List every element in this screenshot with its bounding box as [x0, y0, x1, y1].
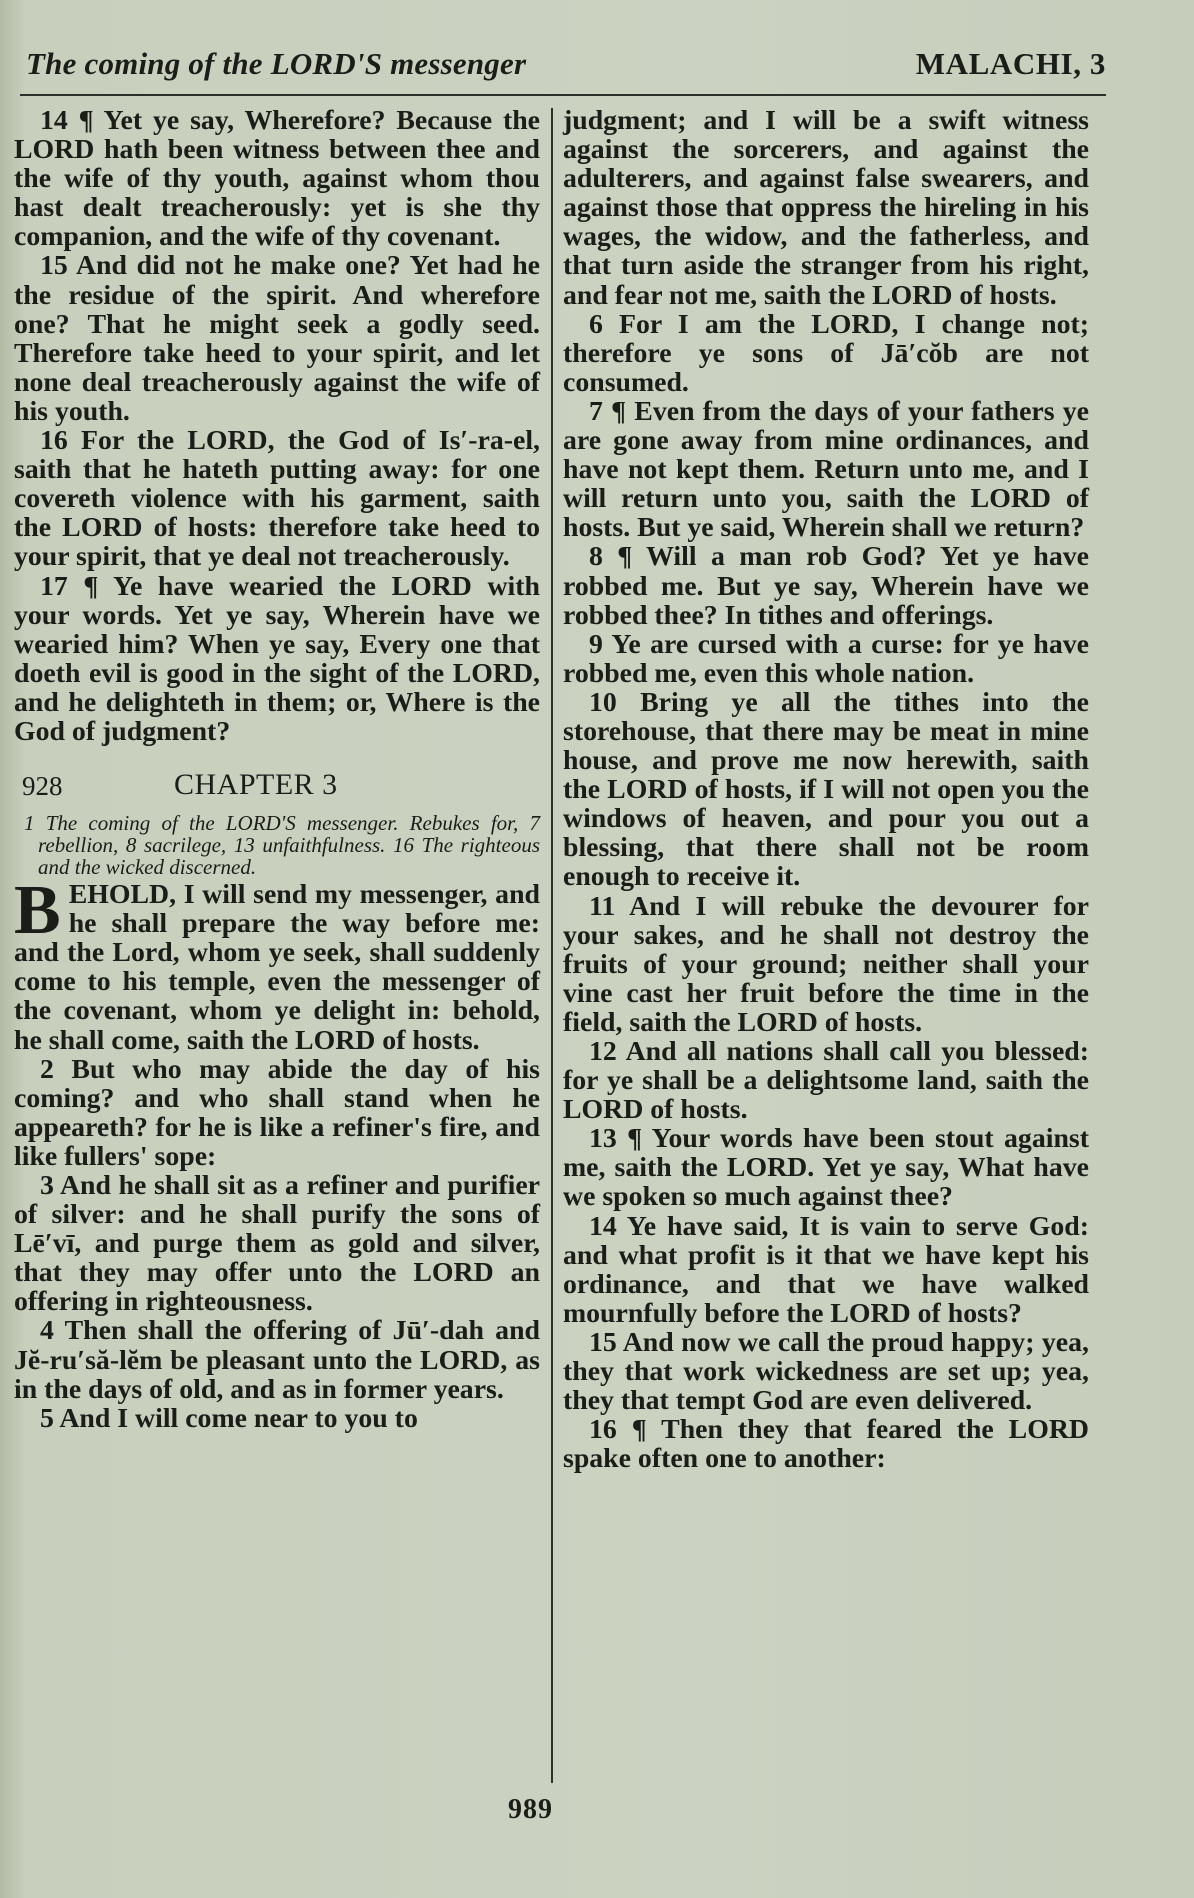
verse-2-15: 15 And did not he make one? Yet had he the residue of the spirit. And wherefore one? That he might seek a godly seed. Therefore take heed to your spirit, and let none deal treacherously against the wife of his youth.	[14, 250, 540, 427]
verse-3-3: 3 And he shall sit as a refiner and purifier of silver: and he shall purify the sons of Lē′vī, and purge them as gold and silver, that they may offer unto the LORD an offering in righteousness.	[14, 1170, 540, 1318]
verse-3-4: 4 Then shall the offering of Jū′-dah and Jĕ-ru′să-lĕm be pleasant unto the LORD, as in the days of old, and as in former years.	[14, 1315, 540, 1405]
header-rule	[20, 94, 1106, 96]
verse-3-11: 11 And I will rebuke the devourer for your sakes, and he shall not destroy the fruits of your ground; neither shall your vine cast her fruit before the time in the field, saith the LORD of hosts.	[563, 890, 1089, 1038]
verse-3-9: 9 Ye are cursed with a curse: for ye have robbed me, even this whole nation.	[563, 628, 1089, 689]
verse-3-12: 12 And all nations shall call you blessed: for ye shall be a delightsome land, saith the LORD of hosts.	[563, 1036, 1089, 1126]
verse-3-2: 2 But who may abide the day of his coming? and who shall stand when he appeareth? for he is like a refiner's fire, and like fullers' sope:	[14, 1053, 540, 1172]
verse-2-17: 17 ¶ Ye have wearied the LORD with your words. Yet ye say, Wherein have we wearied him? When ye say, Every one that doeth evil is good in the sight of the LORD, and he delighteth in them; or, Where is the God of judgment?	[14, 570, 540, 747]
verse-3-5-start: 5 And I will come near to you to	[40, 1402, 418, 1434]
verse-3-5-continuation: judgment; and I will be a swift witness against the sorcerers, and against the adulterers, and against false swearers, and against those that oppress the hireling in his wages, the widow, and the fatherless, and that turn aside the stranger from his right, and fear not me, saith the LORD of hosts.	[563, 105, 1089, 311]
chapter-heading	[14, 768, 540, 808]
page-number: 989	[508, 1794, 553, 1825]
chapter-title: CHAPTER 3	[174, 768, 338, 802]
column-divider	[551, 108, 553, 1783]
chapter-summary: 1 The coming of the LORD'S messenger. Rebukes for, 7 rebellion, 8 sacrilege, 13 unfaithfulness. 16 The righteous and the wicked discerned.	[24, 811, 540, 880]
verse-3-13: 13 ¶ Your words have been stout against me, saith the LORD. Yet ye say, What have we spoken so much against thee?	[563, 1123, 1089, 1213]
verse-3-6: 6 For I am the LORD, I change not; therefore ye sons of Jā′cŏb are not consumed.	[563, 308, 1089, 398]
chapter-page-reference: 928	[22, 771, 63, 802]
verse-3-14: 14 Ye have said, It is vain to serve God: and what profit is it that we have kept his ordinance, and that we have walked mournfully before the LORD of hosts?	[563, 1210, 1089, 1329]
drop-cap-letter: B	[14, 872, 61, 950]
running-title: The coming of the LORD'S messenger	[26, 46, 527, 81]
verse-2-16: 16 For the LORD, the God of Is′-ra-el, saith that he hateth putting away: for one covereth violence with his garment, saith the LORD of hosts: therefore take heed to your spirit, that ye deal not treacherously.	[14, 425, 540, 573]
right-column	[563, 106, 1089, 1473]
verse-3-7: 7 ¶ Even from the days of your fathers ye are gone away from mine ordinances, and have not kept them. Return unto me, and I will return unto you, saith the LORD of hosts. But ye said, Wherein shall we return?	[563, 395, 1089, 544]
verse-3-1-text: EHOLD, I will send my messenger, and he shall prepare the way before me: and the Lord, whom ye seek, shall suddenly come to his temple, even the messenger of the covenant, whom ye delight in: behold, he shall come, saith the LORD of hosts.	[14, 879, 540, 1056]
verse-3-16-start: 16 ¶ Then they that feared the LORD spake often one to another:	[563, 1414, 1089, 1475]
verse-3-10: 10 Bring ye all the tithes into the storehouse, that there may be meat in mine house, and prove me now herewith, saith the LORD of hosts, if I will not open you the windows of heaven, and pour you out a blessing, that there shall not be room enough to receive it.	[563, 686, 1089, 893]
verse-3-8: 8 ¶ Will a man rob God? Yet ye have robbed me. But ye say, Wherein have we robbed thee? In tithes and offerings.	[563, 541, 1089, 631]
verse-2-14: 14 ¶ Yet ye say, Wherefore? Because the LORD hath been witness between thee and the wife of thy youth, against whom thou hast dealt treacherously: yet is she thy companion, and the wife of thy covenant.	[14, 105, 540, 253]
verse-3-15: 15 And now we call the proud happy; yea, they that work wickedness are set up; yea, they that tempt God are even delivered.	[563, 1326, 1089, 1417]
page-header	[26, 46, 1106, 92]
verse-3-1	[14, 872, 540, 1056]
book-chapter-heading: MALACHI, 3	[915, 46, 1106, 81]
left-column	[14, 106, 540, 1433]
